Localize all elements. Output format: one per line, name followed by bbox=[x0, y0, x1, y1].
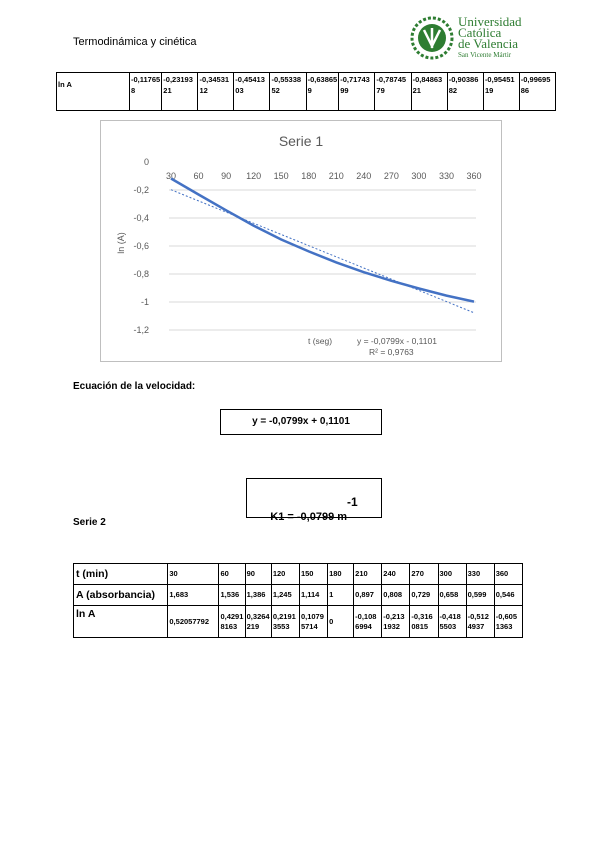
table-cell: 0,52057792 bbox=[168, 606, 219, 638]
x-tick-label: 300 bbox=[411, 171, 427, 181]
table-cell: -0,1086994 bbox=[354, 606, 382, 638]
trendline-r2: R² = 0,9763 bbox=[369, 347, 414, 357]
velocity-equation-heading: Ecuación de la velocidad: bbox=[73, 381, 196, 392]
table-cell: -0,8486321 bbox=[411, 73, 447, 111]
table-cell: 0,897 bbox=[354, 585, 382, 606]
logo-line-1: Universidad bbox=[458, 14, 522, 29]
table-cell: 240 bbox=[382, 564, 410, 585]
row-label: A (absorbancia) bbox=[74, 585, 168, 606]
serie-2-table bbox=[73, 563, 523, 638]
x-tick-label: 210 bbox=[328, 171, 344, 181]
ln-a-table bbox=[56, 72, 556, 111]
y-tick-label: 0 bbox=[143, 157, 149, 167]
x-tick-label: 330 bbox=[438, 171, 454, 181]
table-label: ln A bbox=[57, 73, 130, 111]
table-cell: 210 bbox=[354, 564, 382, 585]
table-cell: 0,21913553 bbox=[271, 606, 299, 638]
table-cell: -0,3160815 bbox=[410, 606, 438, 638]
table-cell: 0,42918163 bbox=[219, 606, 245, 638]
table-cell: -0,5124937 bbox=[466, 606, 494, 638]
k-constant-exponent: -1 bbox=[347, 495, 358, 509]
x-axis-label: t (seg) bbox=[308, 336, 333, 346]
table-cell: -0,4541303 bbox=[234, 73, 270, 111]
table-row bbox=[74, 606, 523, 638]
table-cell: 1,245 bbox=[271, 585, 299, 606]
header-title: Termodinámica y cinética bbox=[73, 36, 197, 48]
trendline-equation: y = -0,0799x - 0,1101 bbox=[357, 336, 437, 346]
table-cell: 0,808 bbox=[382, 585, 410, 606]
table-row bbox=[74, 564, 523, 585]
table-cell: 90 bbox=[245, 564, 271, 585]
table-cell: 120 bbox=[271, 564, 299, 585]
x-tick-label: 120 bbox=[246, 171, 262, 181]
chart-title: Serie 1 bbox=[278, 133, 324, 149]
y-axis-label: ln (A) bbox=[116, 232, 126, 254]
x-tick-label: 360 bbox=[466, 171, 482, 181]
y-tick-label: -0,8 bbox=[133, 269, 149, 279]
table-cell: -0,4185503 bbox=[438, 606, 466, 638]
table-cell: 0,658 bbox=[438, 585, 466, 606]
table-cell: -0,9545119 bbox=[483, 73, 519, 111]
table-cell: 0,3264219 bbox=[245, 606, 271, 638]
k-constant-box bbox=[246, 478, 382, 523]
table-cell: -0,6051363 bbox=[494, 606, 522, 638]
table-cell: -0,9038682 bbox=[447, 73, 483, 111]
table-cell: 1,114 bbox=[299, 585, 327, 606]
table-cell: 60 bbox=[219, 564, 245, 585]
table-cell: 0,729 bbox=[410, 585, 438, 606]
row-label: t (min) bbox=[74, 564, 168, 585]
table-cell: 180 bbox=[328, 564, 354, 585]
x-tick-label: 30 bbox=[165, 171, 177, 181]
row-label: ln A bbox=[74, 606, 168, 638]
table-cell: -0,2131932 bbox=[382, 606, 410, 638]
chart-canvas bbox=[101, 121, 501, 361]
table-row bbox=[74, 585, 523, 606]
table-cell: 0,546 bbox=[494, 585, 522, 606]
university-logo bbox=[410, 14, 530, 62]
x-tick-label: 180 bbox=[301, 171, 317, 181]
university-crest-icon bbox=[410, 16, 454, 60]
y-tick-label: -0,6 bbox=[133, 241, 149, 251]
table-cell: 1,536 bbox=[219, 585, 245, 606]
table-cell: 1,386 bbox=[245, 585, 271, 606]
table-cell: -0,5533852 bbox=[270, 73, 306, 111]
y-tick-label: -1 bbox=[140, 297, 149, 307]
equation-box: y = -0,0799x + 0,1101 bbox=[220, 409, 382, 435]
y-tick-label: -0,2 bbox=[133, 185, 149, 195]
table-cell: 0,599 bbox=[466, 585, 494, 606]
serie-1-chart bbox=[100, 120, 502, 362]
table-cell: 330 bbox=[466, 564, 494, 585]
series-line bbox=[171, 179, 474, 302]
table-cell: 270 bbox=[410, 564, 438, 585]
table-cell: -0,638659 bbox=[306, 73, 339, 111]
table-cell: -0,7874579 bbox=[375, 73, 411, 111]
logo-line-3: de Valencia bbox=[458, 36, 519, 51]
x-tick-label: 270 bbox=[383, 171, 399, 181]
table-cell: 300 bbox=[438, 564, 466, 585]
logo-line-2: Católica bbox=[458, 25, 502, 40]
y-tick-label: -0,4 bbox=[133, 213, 149, 223]
table-cell: 1,683 bbox=[168, 585, 219, 606]
table-row bbox=[57, 73, 556, 111]
serie-2-heading: Serie 2 bbox=[73, 517, 106, 528]
trendline bbox=[171, 190, 474, 313]
logo-line-4: San Vicente Mártir bbox=[458, 51, 512, 59]
x-tick-label: 150 bbox=[273, 171, 289, 181]
table-cell: -0,117658 bbox=[130, 73, 162, 111]
x-tick-label: 90 bbox=[221, 171, 232, 181]
table-cell: -0,3453112 bbox=[198, 73, 234, 111]
table-cell: -0,7174399 bbox=[339, 73, 375, 111]
x-tick-label: 60 bbox=[193, 171, 204, 181]
table-cell: -0,9969586 bbox=[519, 73, 555, 111]
table-cell: 1 bbox=[328, 585, 354, 606]
y-tick-label: -1,2 bbox=[133, 325, 149, 335]
table-cell: 0,10795714 bbox=[299, 606, 327, 638]
table-cell: 0 bbox=[328, 606, 354, 638]
table-cell: 150 bbox=[299, 564, 327, 585]
x-tick-label: 240 bbox=[356, 171, 372, 181]
table-cell: 360 bbox=[494, 564, 522, 585]
k-constant-text: K1 = -0,0799 m bbox=[270, 511, 348, 523]
table-cell: 30 bbox=[168, 564, 219, 585]
table-cell: -0,2319321 bbox=[162, 73, 198, 111]
